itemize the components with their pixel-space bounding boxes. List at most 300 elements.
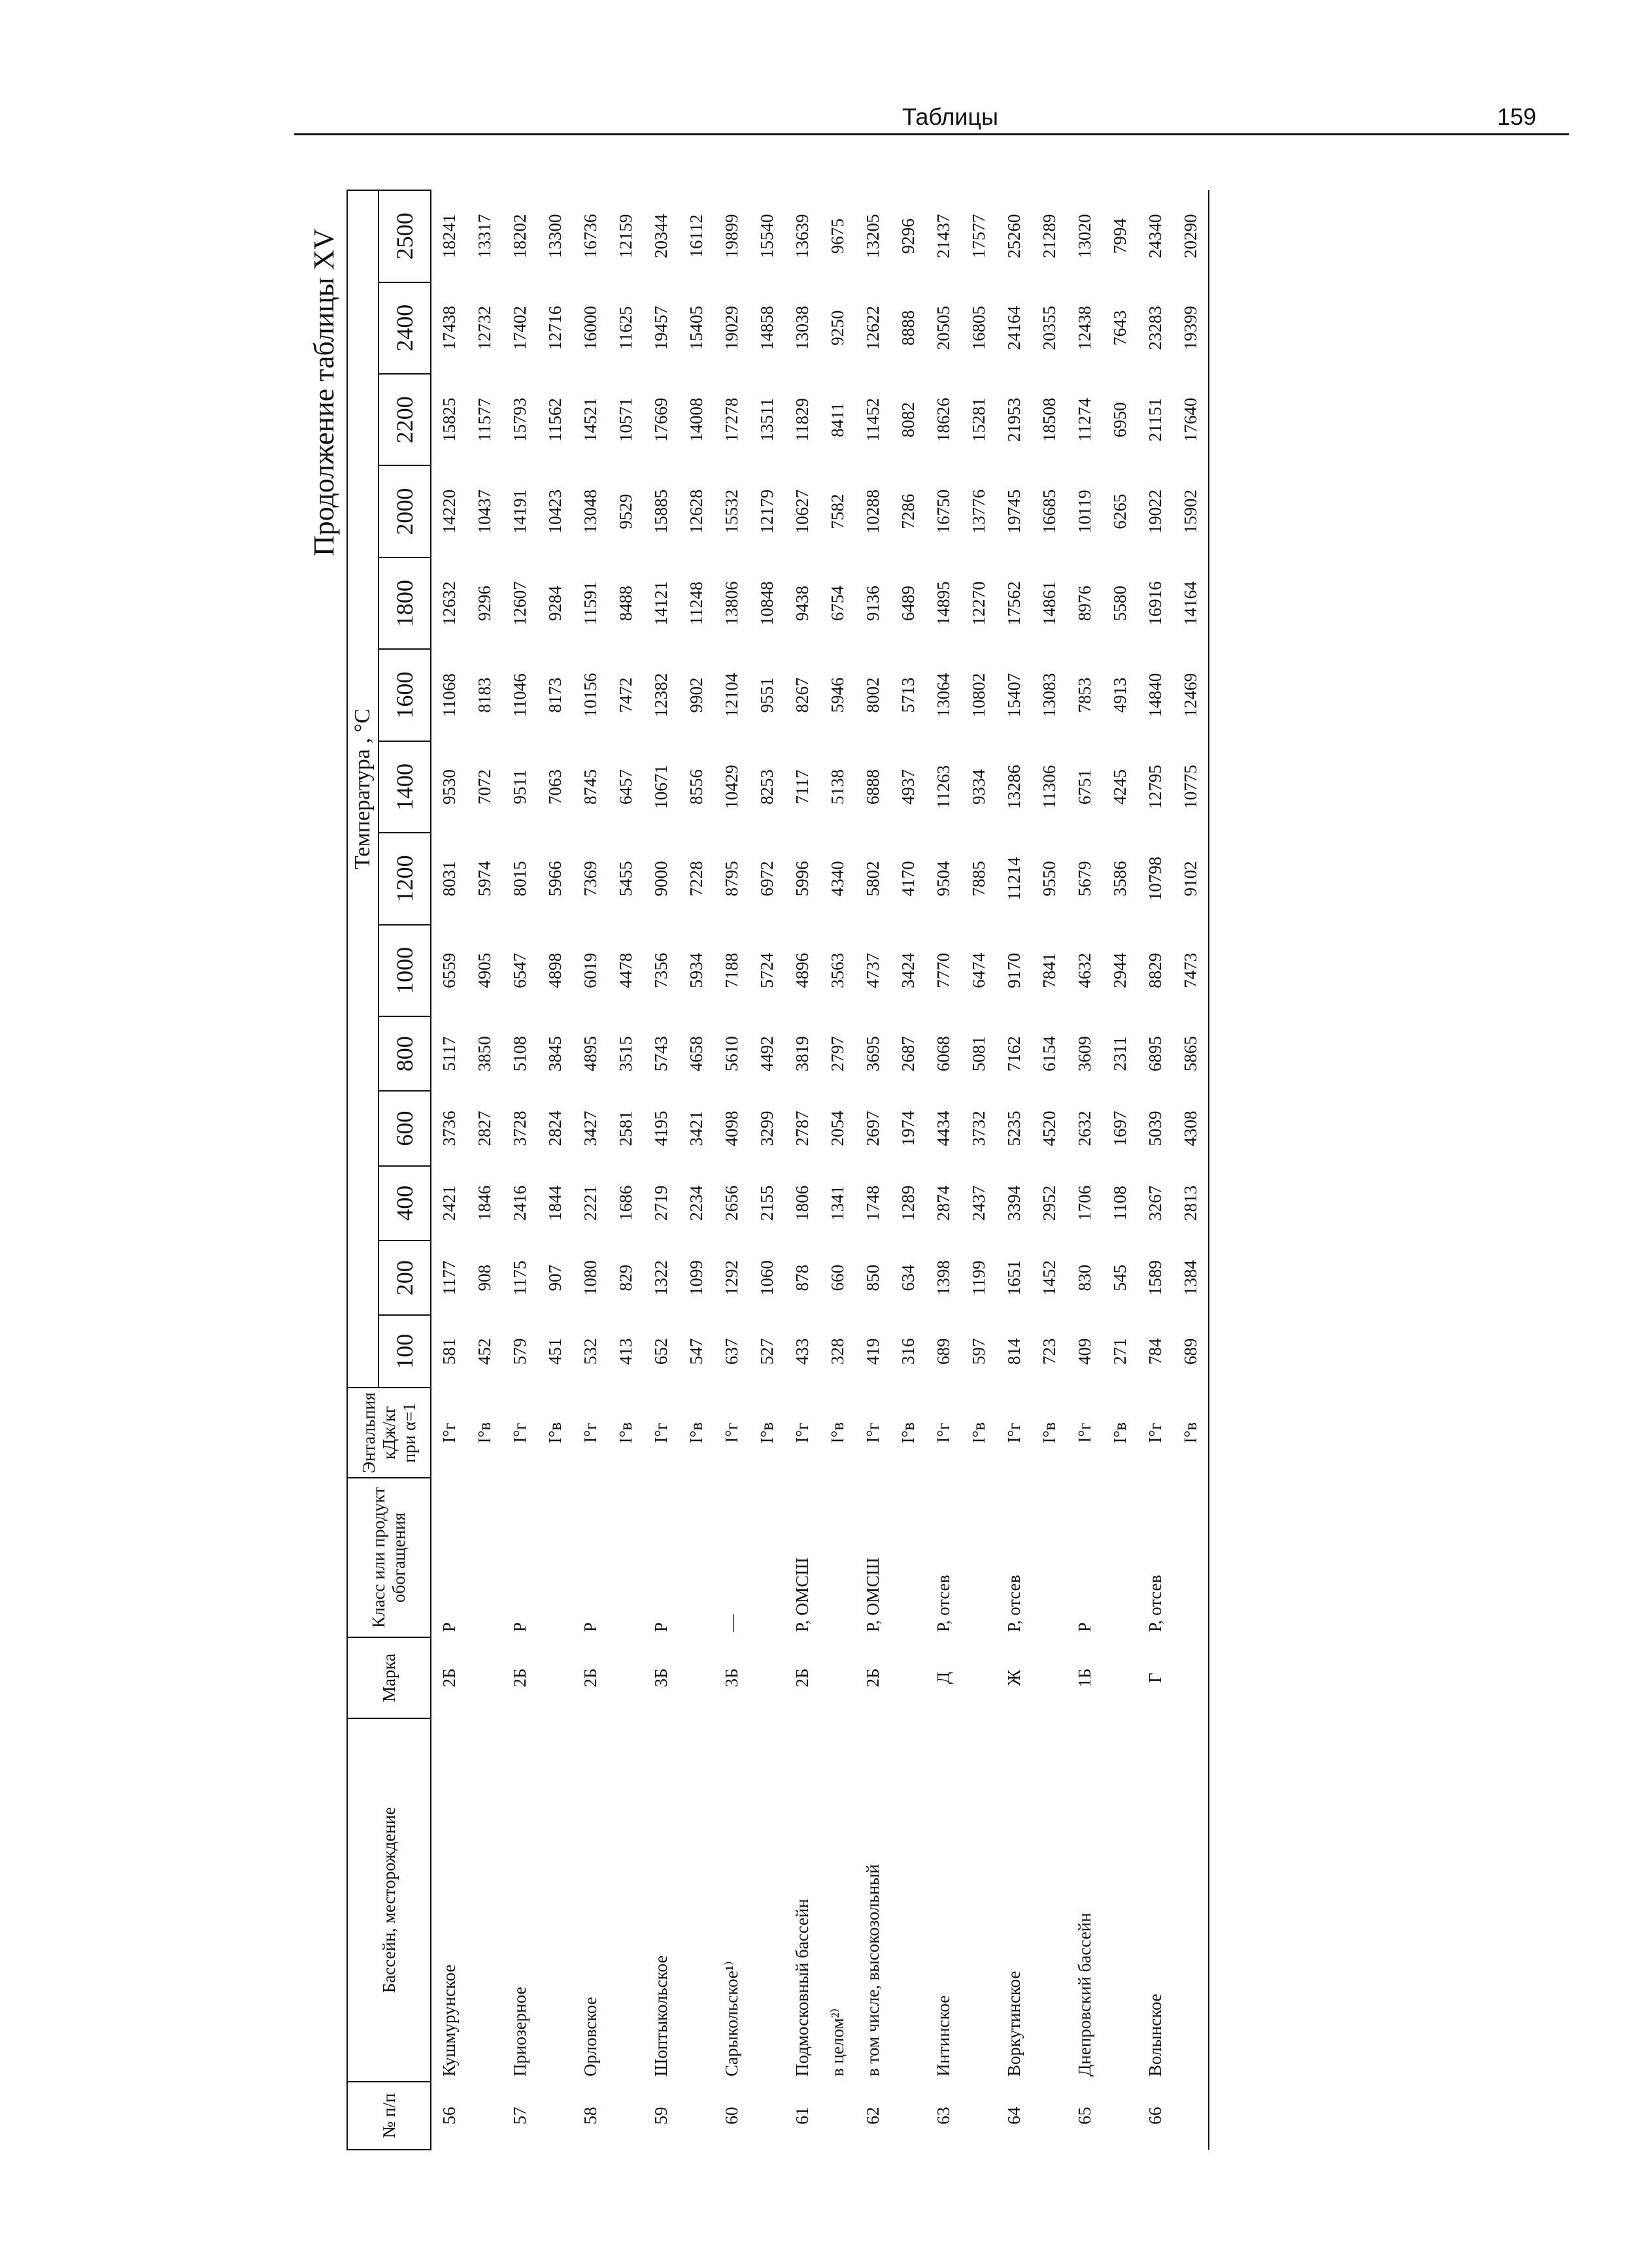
row-value: 15407 <box>1003 673 1024 718</box>
row-value: 451 <box>545 1338 565 1365</box>
header-temp-100: 100 <box>379 1315 431 1388</box>
row-value: 13286 <box>1003 765 1024 809</box>
row-value: 1974 <box>898 1110 918 1146</box>
row-value: 8829 <box>1145 952 1165 988</box>
row-value: 17438 <box>439 306 459 350</box>
row-value: 3427 <box>580 1110 600 1146</box>
row-value: 4195 <box>650 1110 671 1146</box>
row-value: 409 <box>1074 1338 1094 1365</box>
row-value: 723 <box>1039 1338 1059 1365</box>
row-number <box>890 2082 926 2150</box>
row-number: 59 <box>650 2107 671 2125</box>
row-value: 2719 <box>650 1185 671 1221</box>
row-value: 1384 <box>1173 1241 1209 1315</box>
row-class <box>749 1478 784 1637</box>
row-value: 13020 <box>1074 214 1094 259</box>
row-value: 8253 <box>756 769 777 805</box>
row-value: 1844 <box>545 1185 565 1221</box>
row-value: 1108 <box>1109 1186 1130 1221</box>
row-value: 4170 <box>898 861 918 897</box>
row-number: 56 <box>439 2107 459 2125</box>
row-value: 7853 <box>1074 677 1094 713</box>
row-value: 8015 <box>509 861 530 897</box>
row-value: 11577 <box>474 397 494 442</box>
row-class <box>1173 1478 1209 1637</box>
row-value: 3850 <box>474 1036 494 1072</box>
row-value: 13205 <box>862 214 883 259</box>
row-basin <box>749 1718 784 2082</box>
row-value: 7072 <box>474 769 494 805</box>
row-value: 433 <box>792 1338 812 1365</box>
row-value: 15405 <box>686 306 706 350</box>
row-value: 597 <box>968 1338 988 1365</box>
row-value: 10119 <box>1074 490 1094 533</box>
row-class: Р, ОМСШ <box>792 1558 812 1632</box>
row-number <box>467 2082 502 2150</box>
row-value: 14121 <box>650 581 671 625</box>
row-mark <box>537 1637 573 1718</box>
row-enthalpy: I°г <box>439 1422 459 1443</box>
row-value: 7117 <box>792 769 812 805</box>
row-mark: 3Б <box>650 1668 671 1688</box>
row-value: 9530 <box>439 769 459 805</box>
row-mark <box>608 1637 643 1718</box>
row-value: 5081 <box>968 1036 988 1072</box>
row-value: 3421 <box>686 1110 706 1146</box>
row-value: 10437 <box>474 489 494 534</box>
row-value: 4098 <box>721 1110 741 1146</box>
row-value: 3424 <box>898 952 918 988</box>
row-value: 18508 <box>1039 397 1059 442</box>
row-basin: Кушмурунское <box>439 1964 459 2076</box>
row-number: 65 <box>1074 2107 1094 2125</box>
row-value: 13639 <box>792 214 812 259</box>
table-row <box>643 190 679 2150</box>
row-value: 1806 <box>792 1185 812 1221</box>
row-value: 2632 <box>1074 1110 1094 1146</box>
row-value: 10288 <box>862 489 883 534</box>
row-enthalpy: I°г <box>580 1422 600 1443</box>
row-value: 5802 <box>862 861 883 897</box>
row-value: 10571 <box>615 397 635 442</box>
row-value: 12469 <box>1173 649 1209 741</box>
row-value: 6474 <box>968 952 988 988</box>
table-row <box>784 190 820 2150</box>
row-basin <box>1173 1718 1209 2082</box>
row-value: 9296 <box>474 586 494 622</box>
row-value: 12382 <box>650 673 671 718</box>
row-value: 6895 <box>1145 1036 1165 1072</box>
row-value: 2697 <box>862 1110 883 1146</box>
row-value: 2824 <box>545 1110 565 1146</box>
row-value: 5235 <box>1003 1110 1024 1146</box>
row-class: Р <box>439 1622 459 1632</box>
row-enthalpy: I°г <box>509 1422 530 1443</box>
row-value: 5117 <box>439 1036 459 1071</box>
header-rule <box>294 133 1569 135</box>
row-value: 18202 <box>509 214 530 259</box>
row-value: 11248 <box>686 581 706 625</box>
row-value: 1589 <box>1145 1260 1165 1296</box>
table-row <box>961 190 996 2150</box>
row-value: 4658 <box>686 1036 706 1072</box>
row-value: 9102 <box>1173 833 1209 924</box>
row-value: 8556 <box>686 769 706 805</box>
row-value: 419 <box>862 1338 883 1365</box>
row-value: 17640 <box>1173 374 1209 465</box>
row-value: 11452 <box>862 397 883 442</box>
row-value: 8888 <box>898 310 918 346</box>
row-value: 13300 <box>545 214 565 259</box>
row-value: 7473 <box>1173 925 1209 1016</box>
table-row <box>1102 190 1138 2150</box>
row-value: 1697 <box>1109 1110 1130 1146</box>
row-value: 20355 <box>1039 306 1059 350</box>
row-value: 2234 <box>686 1185 706 1221</box>
row-basin: Шоптыкольское <box>650 1955 671 2076</box>
row-value: 1686 <box>615 1185 635 1221</box>
header-temp-1400: 1400 <box>379 741 431 833</box>
row-value: 3515 <box>615 1036 635 1072</box>
row-value: 1748 <box>862 1185 883 1221</box>
row-value: 5108 <box>509 1036 530 1072</box>
row-value: 547 <box>686 1338 706 1365</box>
row-number <box>537 2082 573 2150</box>
row-basin <box>1102 1718 1138 2082</box>
row-value: 4896 <box>792 952 812 988</box>
row-value: 814 <box>1003 1338 1024 1365</box>
row-class <box>890 1478 926 1637</box>
row-value: 2416 <box>509 1185 530 1221</box>
row-value: 1199 <box>968 1260 988 1295</box>
page-number: 159 <box>1497 103 1537 130</box>
row-value: 1060 <box>756 1260 777 1296</box>
row-value: 581 <box>439 1338 459 1365</box>
row-value: 1452 <box>1039 1260 1059 1296</box>
row-value: 9284 <box>545 586 565 622</box>
row-mark: Г <box>1145 1673 1165 1683</box>
row-value: 2656 <box>721 1185 741 1221</box>
row-enthalpy: I°в <box>615 1422 635 1444</box>
row-value: 14858 <box>756 306 777 350</box>
row-class: Р, отсев <box>933 1575 953 1632</box>
row-value: 12438 <box>1074 306 1094 350</box>
row-value: 2581 <box>615 1110 635 1146</box>
row-value: 6950 <box>1109 402 1130 438</box>
table-row <box>926 190 961 2150</box>
header-temp-1000: 1000 <box>379 925 431 1016</box>
row-value: 2221 <box>580 1185 600 1221</box>
row-value: 3732 <box>968 1110 988 1146</box>
row-value: 6547 <box>509 952 530 988</box>
row-value: 14220 <box>439 489 459 534</box>
row-value: 5966 <box>545 861 565 897</box>
row-value: 9438 <box>792 586 812 622</box>
row-value: 21437 <box>933 214 953 259</box>
row-mark <box>961 1637 996 1718</box>
row-value: 19745 <box>1003 489 1024 534</box>
row-value: 1099 <box>686 1260 706 1296</box>
row-value: 4898 <box>545 952 565 988</box>
row-value: 14008 <box>686 397 706 442</box>
table-row <box>537 190 573 2150</box>
row-value: 2944 <box>1109 952 1130 988</box>
row-value: 11274 <box>1074 397 1094 442</box>
row-value: 8002 <box>862 677 883 713</box>
row-value: 1706 <box>1074 1185 1094 1221</box>
row-value: 4492 <box>756 1036 777 1072</box>
row-value: 9296 <box>898 218 918 254</box>
row-value: 2787 <box>792 1110 812 1146</box>
row-class: Р <box>580 1622 600 1632</box>
row-value: 7770 <box>933 952 953 988</box>
row-mark: 2Б <box>792 1668 812 1688</box>
row-value: 10775 <box>1173 741 1209 833</box>
row-value: 8173 <box>545 677 565 713</box>
table-row <box>467 190 502 2150</box>
row-value: 9504 <box>933 861 953 897</box>
row-mark: 2Б <box>580 1668 600 1688</box>
row-value: 452 <box>474 1338 494 1365</box>
row-value: 7885 <box>968 861 988 897</box>
row-value: 11046 <box>509 673 530 717</box>
row-value: 12716 <box>545 306 565 350</box>
row-value: 6751 <box>1074 769 1094 805</box>
table-row <box>749 190 784 2150</box>
row-value: 12159 <box>615 214 635 259</box>
header-temp-2400: 2400 <box>379 282 431 374</box>
row-value: 3695 <box>862 1036 883 1072</box>
row-value: 6019 <box>580 952 600 988</box>
row-value: 21151 <box>1145 397 1165 442</box>
row-class <box>537 1478 573 1637</box>
row-value: 24340 <box>1145 214 1165 259</box>
row-mark: 2Б <box>439 1668 459 1688</box>
row-value: 6154 <box>1039 1036 1059 1072</box>
row-value: 7643 <box>1109 310 1130 346</box>
row-value: 11625 <box>615 306 635 350</box>
row-value: 10798 <box>1145 856 1165 901</box>
row-basin <box>467 1718 502 2082</box>
row-class: — <box>721 1614 741 1632</box>
row-basin: Днепровский бассейн <box>1074 1912 1094 2076</box>
row-value: 1080 <box>580 1260 600 1296</box>
row-value: 5996 <box>792 861 812 897</box>
row-value: 11591 <box>580 581 600 625</box>
row-value: 15281 <box>968 397 988 442</box>
row-value: 2687 <box>898 1036 918 1072</box>
row-mark: 1Б <box>1074 1668 1094 1688</box>
row-value: 12632 <box>439 581 459 625</box>
row-value: 13064 <box>933 673 953 718</box>
row-number: 64 <box>1003 2107 1024 2125</box>
row-value: 12628 <box>686 489 706 534</box>
row-number <box>1032 2082 1067 2150</box>
row-enthalpy: I°в <box>1173 1388 1209 1478</box>
row-value: 1292 <box>721 1260 741 1296</box>
row-value: 20344 <box>650 214 671 259</box>
row-value: 5455 <box>615 861 635 897</box>
row-value: 16685 <box>1039 489 1059 534</box>
row-value: 17577 <box>968 214 988 259</box>
row-value: 8411 <box>827 402 847 437</box>
row-basin: Сарыкольское¹⁾ <box>721 1961 741 2076</box>
row-value: 7286 <box>898 493 918 529</box>
row-value: 3728 <box>509 1110 530 1146</box>
row-enthalpy: I°в <box>756 1422 777 1444</box>
row-mark <box>749 1637 784 1718</box>
row-value: 4434 <box>933 1110 953 1146</box>
row-number: 66 <box>1145 2107 1165 2125</box>
header-temp-2200: 2200 <box>379 374 431 465</box>
row-mark: Ж <box>1003 1669 1024 1686</box>
header-temp-2000: 2000 <box>379 465 431 557</box>
row-value: 13806 <box>721 581 741 625</box>
row-value: 16805 <box>968 306 988 350</box>
row-value: 3819 <box>792 1036 812 1072</box>
row-basin: в целом²⁾ <box>827 2008 847 2076</box>
row-value: 10156 <box>580 673 600 718</box>
row-value: 3299 <box>756 1110 777 1146</box>
row-value: 24164 <box>1003 306 1024 350</box>
row-value: 2311 <box>1109 1036 1130 1071</box>
row-mark: 2Б <box>509 1668 530 1688</box>
row-mark: 2Б <box>862 1668 883 1688</box>
row-value: 830 <box>1074 1264 1094 1292</box>
row-value: 9000 <box>650 861 671 897</box>
row-value: 8976 <box>1074 586 1094 622</box>
row-mark <box>1102 1637 1138 1718</box>
row-basin <box>537 1718 573 2082</box>
row-value: 689 <box>1173 1315 1209 1388</box>
row-value: 12732 <box>474 306 494 350</box>
row-value: 5946 <box>827 677 847 713</box>
row-value: 7841 <box>1039 952 1059 988</box>
row-number: 62 <box>862 2107 883 2125</box>
row-enthalpy: I°в <box>898 1422 918 1444</box>
row-value: 2952 <box>1039 1185 1059 1221</box>
row-basin <box>1032 1718 1067 2082</box>
rotated-table-page <box>307 190 1451 2150</box>
row-value: 5974 <box>474 861 494 897</box>
row-value: 12104 <box>721 673 741 718</box>
row-value: 7356 <box>650 952 671 988</box>
row-value: 6457 <box>615 769 635 805</box>
table-row <box>573 190 608 2150</box>
row-value: 15902 <box>1173 465 1209 557</box>
row-enthalpy: I°г <box>650 1422 671 1443</box>
row-value: 1398 <box>933 1260 953 1296</box>
row-value: 9529 <box>615 493 635 529</box>
row-value: 3563 <box>827 952 847 988</box>
row-value: 4737 <box>862 952 883 988</box>
row-number <box>749 2082 784 2150</box>
row-value: 6265 <box>1109 493 1130 529</box>
table-row <box>820 190 855 2150</box>
row-value: 11562 <box>545 397 565 442</box>
row-enthalpy: I°в <box>545 1422 565 1444</box>
row-basin <box>608 1718 643 2082</box>
row-basin <box>961 1718 996 2082</box>
row-value: 4937 <box>898 769 918 805</box>
header-temp-200: 200 <box>379 1241 431 1315</box>
row-basin <box>679 1718 714 2082</box>
row-mark <box>820 1637 855 1718</box>
row-number: 60 <box>721 2107 741 2125</box>
row-class: Р <box>650 1622 671 1632</box>
row-value: 6754 <box>827 586 847 622</box>
row-value: 1846 <box>474 1185 494 1221</box>
row-value: 10429 <box>721 765 741 809</box>
row-basin: Приозерное <box>509 1986 530 2076</box>
row-value: 15540 <box>756 214 777 259</box>
row-value: 6489 <box>898 586 918 622</box>
row-value: 2874 <box>933 1185 953 1221</box>
row-value: 908 <box>474 1264 494 1292</box>
header-temperature: Температура , °С <box>347 190 379 1388</box>
row-class <box>961 1478 996 1637</box>
row-value: 5743 <box>650 1036 671 1072</box>
row-value: 13038 <box>792 306 812 350</box>
row-value: 9170 <box>1003 952 1024 988</box>
row-value: 13776 <box>968 489 988 534</box>
row-value: 12622 <box>862 306 883 350</box>
row-value: 545 <box>1109 1264 1130 1292</box>
row-value: 12270 <box>968 581 988 625</box>
table-row <box>1067 190 1102 2150</box>
row-class <box>1102 1478 1138 1637</box>
row-value: 2437 <box>968 1185 988 1221</box>
row-value: 2813 <box>1173 1166 1209 1241</box>
row-value: 850 <box>862 1264 883 1292</box>
row-value: 7472 <box>615 677 635 713</box>
header-no: № п/п <box>347 2082 431 2150</box>
row-basin <box>890 1718 926 2082</box>
table-row <box>679 190 714 2150</box>
row-mark: Д <box>933 1671 953 1684</box>
table-row <box>1032 190 1067 2150</box>
row-value: 7188 <box>721 952 741 988</box>
row-class: Р, ОМСШ <box>862 1558 883 1632</box>
row-value: 2155 <box>756 1185 777 1221</box>
row-value: 9902 <box>686 677 706 713</box>
row-value: 21953 <box>1003 397 1024 442</box>
row-value: 4913 <box>1109 677 1130 713</box>
header-temp-2500: 2500 <box>379 190 431 282</box>
row-value: 1177 <box>439 1260 459 1295</box>
row-value: 10423 <box>545 489 565 534</box>
row-number: 63 <box>933 2107 953 2125</box>
row-value: 5724 <box>756 952 777 988</box>
header-basin: Бассейн, месторождение <box>347 1718 431 2082</box>
table-row <box>996 190 1032 2150</box>
row-value: 3845 <box>545 1036 565 1072</box>
row-value: 16736 <box>580 214 600 259</box>
row-value: 5713 <box>898 677 918 713</box>
row-value: 532 <box>580 1338 600 1365</box>
row-value: 316 <box>898 1338 918 1365</box>
row-value: 413 <box>615 1338 635 1365</box>
row-value: 4905 <box>474 952 494 988</box>
row-value: 634 <box>898 1264 918 1292</box>
row-value: 5679 <box>1074 861 1094 897</box>
row-value: 11829 <box>792 397 812 442</box>
table-row <box>431 190 467 2150</box>
row-value: 3267 <box>1145 1185 1165 1221</box>
row-mark <box>890 1637 926 1718</box>
row-value: 907 <box>545 1264 565 1292</box>
header-temp-1800: 1800 <box>379 558 431 649</box>
